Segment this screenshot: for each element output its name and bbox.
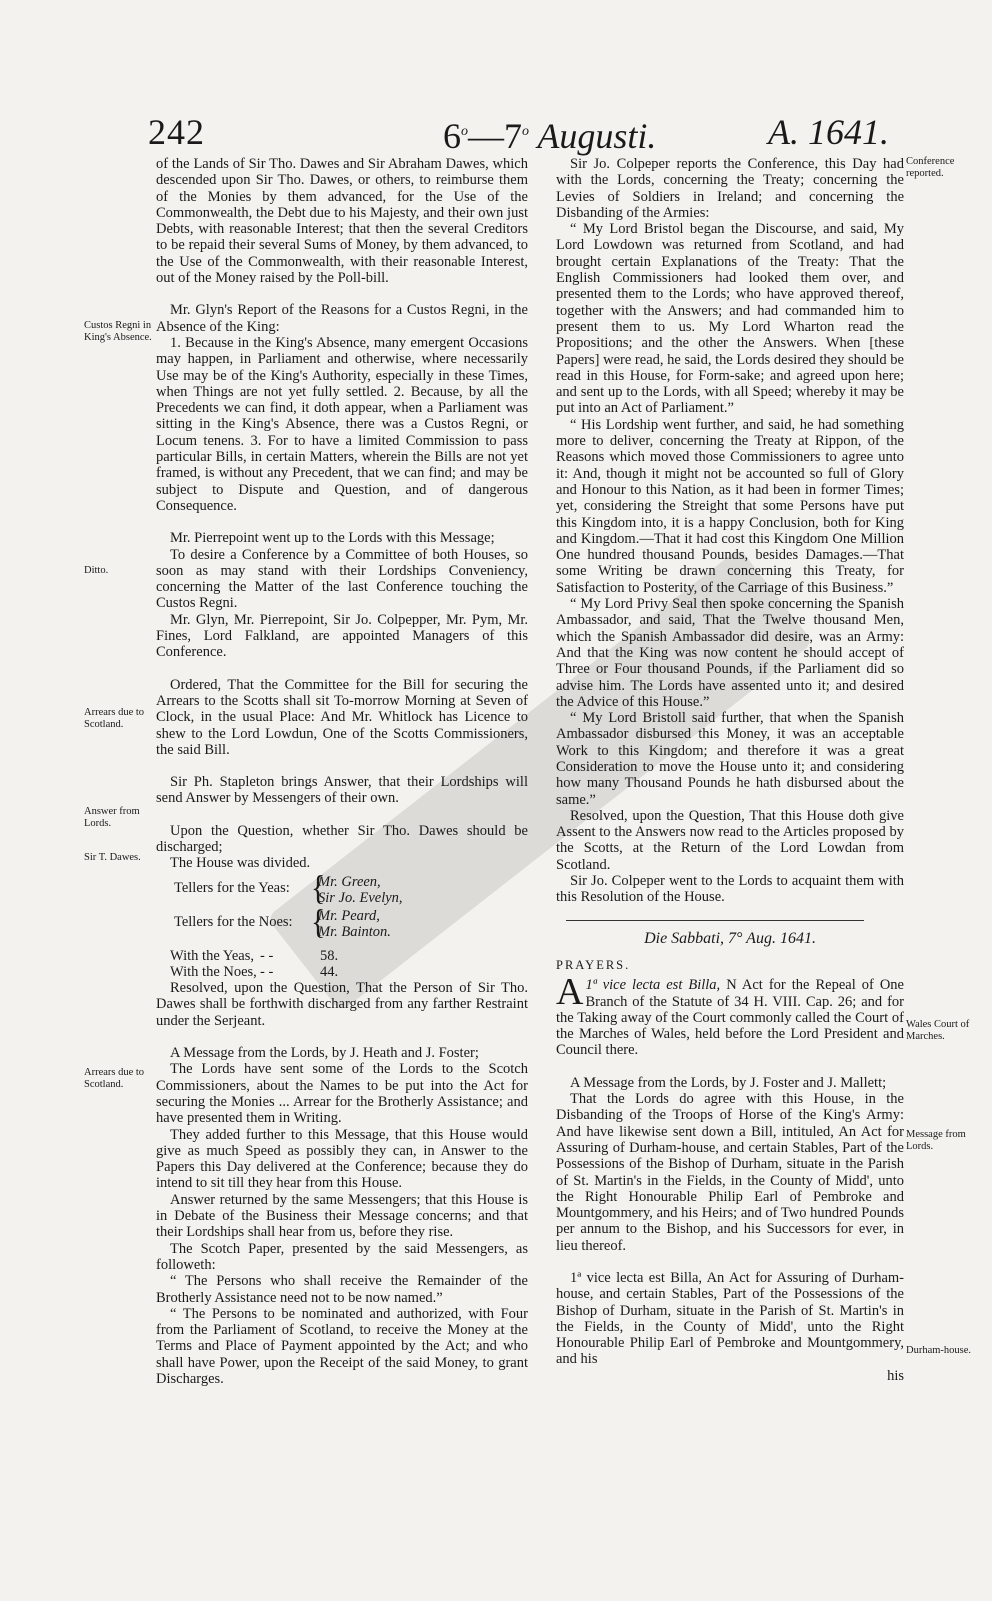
- paragraph: “ My Lord Bristol began the Discourse, and said, My Lord Lowdown was returned from Scotland, and had brought certain Explanations of the Treaty: That the English Commissioners had looked them over, and presented them to the Lords; who have approved thereof, together with the Answers; and had commanded him to present them to us. My Lord Wharton read the Propositions; and the other the Answers. When [these Papers] were read, he said, the Lords desired they should be read in this House, for Form-sake; and agreed upon here; and sent up to the Lords, with all Speed; whereby it may be put into an Act of Parliament.”: [556, 221, 904, 417]
- drop-cap: A: [556, 971, 584, 1014]
- paragraph: Sir Jo. Colpeper went to the Lords to acquaint them with this Resolution of the House.: [556, 873, 904, 906]
- paragraph: “ My Lord Privy Seal then spoke concerning the Spanish Ambassador, and said, That the Twelve thousand Men, which the Spanish Ambassador did desire, was an Army: And that the King was now content he should accept of Three or Four thousand Pounds, if the Parliament did so advise him. The Lords have assented unto it; and desired the Advice of this House.”: [556, 596, 904, 710]
- tellers-noes-label: Tellers for the Noes:: [174, 913, 293, 930]
- vote-yeas: [170, 948, 528, 964]
- vote-yeas-count: 58.: [320, 947, 339, 964]
- vote-noes-count: 44.: [320, 963, 339, 980]
- paragraph: “ My Lord Bristoll said further, that when the Spanish Ambassador disbursed this Money, it was an acceptable Work to this Kingdom; and therefore it was a great Consideration to move the House unto it; and considering how many Thousand Pounds he hath disbursed about the same.”: [556, 710, 904, 808]
- paragraph: The House was divided.: [170, 855, 311, 872]
- vote-yeas-label: With the Yeas,: [170, 947, 254, 964]
- page-header: [148, 108, 992, 156]
- paragraph: Mr. Glyn, Mr. Pierrepoint, Sir Jo. Colpepper, Mr. Pym, Mr. Fines, Lord Falkland, are appointed Managers of this Conference.: [156, 611, 528, 661]
- paragraph: Ordered, That the Committee for the Bill for securing the Arrears to the Scotts shall sit To-morrow Morning at Seven of Clock, in the usual Place: And Mr. Whitlock has Licence to shew to the Lord Lowdun, One of the Scotts Commissioners, the said Bill.: [156, 676, 528, 758]
- bill-reading-text: N Act for the Repeal of One Branch of the Statute of 34 H. VIII. Cap. 26; and for the Taking away of the Court commonly called the Court of the Marches of Wales, held before the Lord President and Council there.: [556, 977, 904, 1059]
- teller-yea-2: Sir Jo. Evelyn,: [318, 889, 403, 906]
- paragraph: To desire a Conference by a Committee of both Houses, so soon as may stand with their Lordships Conveniency, concerning the Matter of the last Conference touching the Custos Regni.: [156, 546, 528, 612]
- right-column: [556, 156, 904, 1384]
- margin-note-ditto: Ditto.: [84, 565, 109, 576]
- paragraph: 1. Because in the King's Absence, many emergent Occasions may happen, in Parliament and otherwise, where necessarily Use may be of the King's Authority, especially in these Times, when Things are not yet fully settled. 2. Because, by all the Precedents we can find, it doth appear, when a Parliament was sitting in the King's Absence, there was a Custos Regni, or Locum tenens. 3. For to have a limited Commission to pass particular Bills, in certain Matters, wherein the Bills are not yet framed, is without any Precedent, that we can find; and may be subject to Dispute and Question, and of dangerous Consequence.: [156, 334, 528, 514]
- vote-noes-dash: - -: [260, 963, 274, 980]
- paragraph: of the Lands of Sir Tho. Dawes and Sir Abraham Dawes, which descended upon Sir Tho. Dawes, or others, to reimburse them of the Monies by them advanced, for the Use of the Commonwealth, the Debt due to his Majesty, and their own just Debts, with reasonable Interest; that then the several Creditors to be repaid their several Sums of Money, by them advanced, to the Use of the Commonwealth, with their reasonable Interest, out of the Money raised by the Poll-bill.: [156, 156, 528, 287]
- tellers-yeas-label: Tellers for the Yeas:: [174, 879, 290, 896]
- header-year: A. 1641.: [768, 112, 889, 152]
- paragraph: The Lords have sent some of the Lords to the Scotch Commissioners, about the Names to be put into the Act for securing the Monies ... Arrear for the Brotherly Assistance; and have presented them in Writing.: [156, 1061, 528, 1127]
- brace-yeas: {: [311, 869, 326, 907]
- header-date: [443, 108, 656, 160]
- paragraph: Mr. Pierrepoint went up to the Lords with this Message;: [170, 530, 495, 547]
- teller-no-1: Mr. Peard,: [318, 907, 380, 924]
- paragraph: “ The Persons who shall receive the Remainder of the Brotherly Assistance need not to be now named.”: [156, 1273, 528, 1306]
- header-day-b: 7: [504, 116, 522, 156]
- teller-yea-1: Mr. Green,: [318, 873, 381, 890]
- header-o-mark-b: o: [522, 124, 529, 139]
- left-column: [156, 156, 528, 1387]
- paragraph: Mr. Glyn's Report of the Reasons for a Custos Regni, in the Absence of the King:: [156, 302, 528, 335]
- margin-note-dawes: Sir T. Dawes.: [84, 852, 141, 863]
- catchword: his: [887, 1367, 904, 1384]
- margin-note-message: Message from Lords.: [906, 1129, 966, 1152]
- section-rule: [566, 920, 864, 921]
- paragraph: Answer returned by the same Messengers; that this House is in Debate of the Business their Message concerns; and that their Lordships shall hear from us, before they rise.: [156, 1191, 528, 1241]
- vote-noes-label: With the Noes,: [170, 963, 257, 980]
- paragraph: Sir Ph. Stapleton brings Answer, that their Lordships will send Answer by Messengers of their own.: [156, 774, 528, 807]
- section-heading: Die Sabbati, 7° Aug. 1641.: [644, 929, 816, 947]
- paragraph: A Message from the Lords, by J. Heath and J. Foster;: [170, 1045, 479, 1062]
- vote-yeas-dash: - -: [260, 947, 274, 964]
- brace-noes: {: [311, 903, 326, 941]
- margin-note-arrears-1: Arrears due to Scotland.: [84, 707, 145, 730]
- paragraph: Resolved, upon the Question, That this House doth give Assent to the Answers now read to the Articles proposed by the Scotts, at the Return of the Lord Lowdan from Scotland.: [556, 807, 904, 873]
- margin-note-answer: Answer from Lords.: [84, 806, 140, 829]
- paragraph: “ His Lordship went further, and said, he had something more to deliver, concerning the Treaty at Rippon, of the Reasons which moved those Commissioners to agree unto it: And, though it might not be accounted so full of Glory and Honour to this Nation, as it had been in former Times; yet, considering the Streight that some Persons have put this Kingdom into, it is a happy Conclusion, both for King and Kingdom.—That it had cost this Kingdom One Million One hundred thousand Pounds, besides Damages.—That some Writing be drawn concerning this Treaty, for Satisfaction to Posterity, of the Carriage of this Business.”: [556, 416, 904, 596]
- paragraph: 1ª vice lecta est Billa, An Act for Assuring of Durham-house, and certain Stables, Part of the Possessions of the Bishop of Durham, situate in the Parish of St. Martin's in the Fields, in the County of Midd', unto the Right Honourable Philip Earl of Pembroke and Mountgommery, and his: [556, 1270, 904, 1368]
- margin-note-wales: Wales Court of Marches.: [906, 1019, 970, 1042]
- paragraph: That the Lords do agree with this House, in the Disbanding of the Troops of Horse of the King's Army: And have likewise sent down a Bill, intituled, An Act for Assuring of Durham-house, and certain Stables, Part of the Possessions of the Bishop of Durham, situate in the Parish of St. Martin's in the Fields, in the County of Midd', unto the Right Honourable Philip Earl of Pembroke and Mountgommery, and his Heirs; and of Two hundred Pounds per annum to the Bishop, and his Successors for ever, in lieu thereof.: [556, 1091, 904, 1254]
- bill-reading-label: 1ª vice lecta est Billa,: [585, 977, 721, 994]
- page-number: 242: [148, 112, 205, 152]
- margin-note-arrears-2: Arrears due to Scotland.: [84, 1067, 145, 1090]
- prayers-heading: PRAYERS.: [556, 957, 631, 972]
- header-day-a: 6: [443, 116, 461, 156]
- margin-note-durham: Durham-house.: [906, 1345, 972, 1356]
- vote-noes: [170, 964, 528, 980]
- paragraph: The Scotch Paper, presented by the said Messengers, as followeth:: [156, 1240, 528, 1273]
- margin-note-conference: Conference reported.: [906, 156, 955, 179]
- paragraph: Upon the Question, whether Sir Tho. Dawes should be discharged;: [156, 822, 528, 855]
- paragraph: Sir Jo. Colpeper reports the Conference, this Day had with the Lords, concerning the Treaty; concerning the Levies of Soldiers in Ireland; and concerning the Disbanding of the Armies:: [556, 156, 904, 221]
- header-month: Augusti.: [537, 116, 657, 156]
- paragraph: Resolved, upon the Question, That the Person of Sir Tho. Dawes shall be forthwith discharged from any farther Restraint under the Serjeant.: [156, 980, 528, 1029]
- margin-note-custos: Custos Regni in King's Absence.: [84, 320, 152, 343]
- bill-reading-1: [556, 971, 904, 1059]
- teller-no-2: Mr. Bainton.: [318, 923, 391, 940]
- header-o-mark-a: o: [461, 124, 468, 139]
- header-date-sep: —: [468, 116, 504, 156]
- tellers-block: [156, 869, 528, 946]
- paragraph: A Message from the Lords, by J. Foster and J. Mallett;: [570, 1074, 887, 1091]
- paragraph: “ The Persons to be nominated and authorized, with Four from the Parliament of Scotland, to receive the Money at the Terms and Place of Payment appointed by the Act; and who shall have Power, upon the Receipt of the said Money, to grant Discharges.: [156, 1305, 528, 1387]
- paragraph: They added further to this Message, that this House would give as much Speed as possibly they can, in Answer to the Papers this Day delivered at the Conference; because they do intend to sit till they hear from this House.: [156, 1126, 528, 1192]
